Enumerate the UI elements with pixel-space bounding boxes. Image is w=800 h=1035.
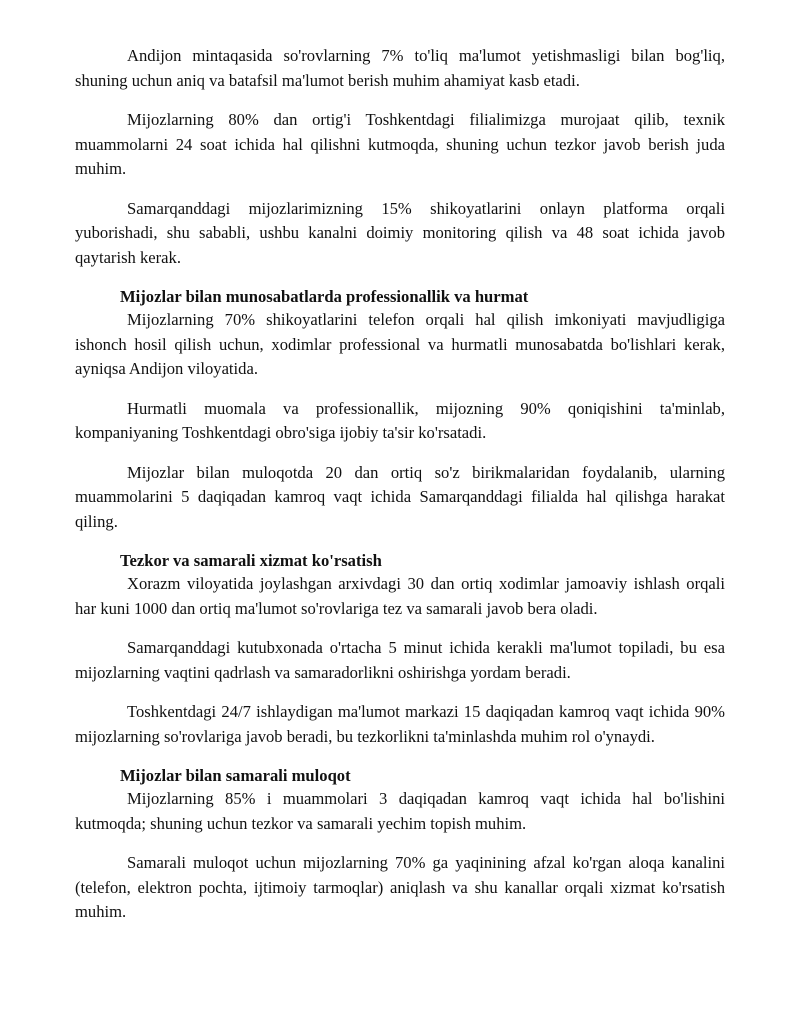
paragraph: Hurmatli muomala va professionallik, mijozning 90% qoniqishini ta'minlab, kompaniyaning Toshkentdagi obro'siga ijobiy ta'sir ko'rsatadi. [75, 398, 725, 442]
paragraph: Toshkentdagi 24/7 ishlaydigan ma'lumot markazi 15 daqiqadan kamroq vaqt ichida 90% mijozlarning so'rovlariga javob beradi, bu tezkorlikni ta'minlashda muhim rol o'ynaydi. [75, 702, 725, 746]
paragraph: Samarqanddagi mijozlarimizning 15% shikoyatlarini onlayn platforma orqali yuborishadi, shu sababli, ushbu kanalni doimiy monitoring qilish va 48 soat ichida javob qaytarish kerak. [75, 198, 725, 267]
section-heading: Tezkor va samarali xizmat ko'rsatish [120, 551, 382, 570]
paragraph: Mijozlarning 80% dan ortig'i Toshkentdagi filialimizga murojaat qilib, texnik muammolarni 24 soat ichida hal qilishni kutmoqda, shuning uchun tezkor javob berish juda muhim. [75, 110, 725, 178]
paragraph: Mijozlarning 85% i muammolari 3 daqiqadan kamroq vaqt ichida hal bo'lishini kutmoqda; shuning uchun tezkor va samarali yechim topish muhim. [75, 789, 725, 833]
paragraph: Samarali muloqot uchun mijozlarning 70% ga yaqinining afzal ko'rgan aloqa kanalini (telefon, elektron pochta, ijtimoiy tarmoqlar) aniqlash va shu kanallar orqali xizmat ko'rsatish muhim. [75, 853, 725, 921]
document-page [75, 44, 725, 925]
paragraph: Samarqanddagi kutubxonada o'rtacha 5 minut ichida kerakli ma'lumot topiladi, bu esa mijozlarning vaqtini qadrlash va samaradorlikni oshirishga yordam beradi. [75, 638, 725, 682]
paragraph: Mijozlarning 70% shikoyatlarini telefon orqali hal qilish imkoniyati mavjudligiga ishonch hosil qilish uchun, xodimlar professional va hurmatli munosabatda bo'lishlari kerak, ayniqsa Andijon viloyatida. [75, 310, 725, 378]
paragraph: Xorazm viloyatida joylashgan arxivdagi 30 dan ortiq xodimlar jamoaviy ishlash orqali har kuni 1000 dan ortiq ma'lumot so'rovlariga tez va samarali javob bera oladi. [75, 574, 725, 618]
paragraph: Mijozlar bilan muloqotda 20 dan ortiq so'z birikmalaridan foydalanib, ularning muammolarini 5 daqiqadan kamroq vaqt ichida Samarqanddagi filialda hal qilishga harakat qiling. [75, 462, 725, 531]
paragraph: Andijon mintaqasida so'rovlarning 7% to'liq ma'lumot yetishmasligi bilan bog'liq, shuning uchun aniq va batafsil ma'lumot berish muhim ahamiyat kasb etadi. [75, 46, 725, 90]
section-heading: Mijozlar bilan samarali muloqot [120, 766, 351, 785]
section-heading: Mijozlar bilan munosabatlarda professionallik va hurmat [120, 287, 529, 306]
